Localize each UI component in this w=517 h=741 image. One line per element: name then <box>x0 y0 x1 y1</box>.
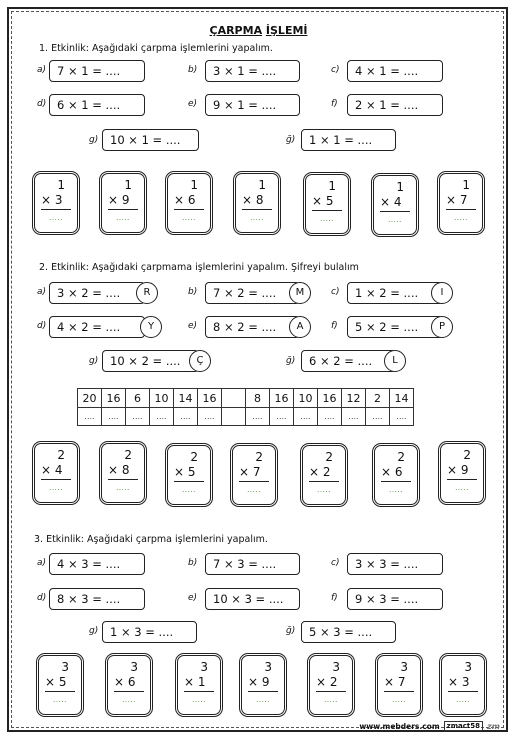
multiplication-card[interactable]: 2 × 7 ..... <box>232 445 276 505</box>
item-label: d) <box>37 321 47 331</box>
item-label: d) <box>37 99 47 109</box>
equation-box[interactable]: 9 × 3 = .... <box>347 588 443 610</box>
cipher-cell: 16 <box>270 389 294 408</box>
equation-box[interactable]: 6 × 1 = .... <box>49 94 145 116</box>
cipher-answer-cell[interactable]: .... <box>318 408 342 426</box>
cipher-answer-cell[interactable]: .... <box>342 408 366 426</box>
cipher-cell: 6 <box>126 389 150 408</box>
cipher-cell: 10 <box>294 389 318 408</box>
cipher-table <box>77 388 414 426</box>
item-label: g) <box>89 135 99 145</box>
multiplication-card[interactable]: 2 × 5 ..... <box>167 445 211 505</box>
footer <box>359 721 500 731</box>
cipher-answer-cell[interactable]: .... <box>294 408 318 426</box>
site-link[interactable]: www.mebders.com <box>359 721 440 731</box>
multiplication-card[interactable]: 3 × 6 ..... <box>107 655 151 715</box>
item-label: e) <box>188 593 198 603</box>
section3-heading: 3. Etkinlik: Aşağıdaki çarpma işlemlerini yapalım. <box>34 534 268 545</box>
item-label: g) <box>89 356 99 366</box>
item-label: e) <box>188 321 198 331</box>
equation-box[interactable]: 4 × 2 = .... <box>49 316 145 338</box>
equation-box[interactable]: 5 × 3 = .... <box>301 621 396 643</box>
multiplication-card[interactable]: 1 × 7 ..... <box>439 173 483 233</box>
multiplication-card[interactable]: 3 × 2 ..... <box>309 655 353 715</box>
cipher-answer-cell[interactable]: .... <box>102 408 126 426</box>
item-label: a) <box>37 558 47 568</box>
item-label: ğ) <box>286 356 296 366</box>
cipher-letter-circle: L <box>384 350 406 372</box>
item-label: a) <box>37 287 47 297</box>
equation-box[interactable]: 8 × 2 = .... <box>205 316 300 338</box>
cipher-cell: 16 <box>102 389 126 408</box>
equation-box[interactable]: 7 × 1 = .... <box>49 60 145 82</box>
multiplication-card[interactable]: 1 × 5 ..... <box>305 174 349 234</box>
cipher-answer-cell[interactable]: .... <box>246 408 270 426</box>
item-label: b) <box>188 287 198 297</box>
cipher-letter-circle: I <box>431 282 453 304</box>
item-label: e) <box>188 99 198 109</box>
cipher-answer-cell[interactable]: .... <box>174 408 198 426</box>
cipher-answer-cell[interactable]: .... <box>366 408 390 426</box>
multiplication-card[interactable]: 2 × 9 ..... <box>440 443 484 503</box>
item-label: g) <box>89 626 99 636</box>
multiplication-card[interactable]: 3 × 9 ..... <box>241 655 285 715</box>
cipher-letter-circle: A <box>289 316 311 338</box>
cipher-answer-cell <box>222 408 246 426</box>
equation-box[interactable]: 1 × 1 = .... <box>301 129 396 151</box>
cipher-answer-row[interactable] <box>78 408 414 426</box>
equation-box[interactable]: 7 × 2 = .... <box>205 282 300 304</box>
item-label: c) <box>331 287 340 297</box>
multiplication-card[interactable]: 1 × 9 ..... <box>101 173 145 233</box>
cipher-cell: 14 <box>174 389 198 408</box>
cipher-answer-cell[interactable]: .... <box>198 408 222 426</box>
equation-box[interactable]: 3 × 1 = .... <box>205 60 300 82</box>
item-label: ğ) <box>286 626 296 636</box>
multiplication-card[interactable]: 1 × 4 ..... <box>373 175 417 235</box>
equation-box[interactable]: 1 × 3 = .... <box>102 621 197 643</box>
cipher-answer-cell[interactable]: .... <box>390 408 414 426</box>
cipher-answer-cell[interactable]: .... <box>126 408 150 426</box>
equation-box[interactable]: 9 × 1 = .... <box>205 94 300 116</box>
page-title: ÇARPMA İŞLEMİ <box>209 24 308 37</box>
equation-box[interactable]: 3 × 3 = .... <box>347 553 443 575</box>
equation-box[interactable]: 2 × 1 = .... <box>347 94 443 116</box>
multiplication-card[interactable]: 2 × 2 ..... <box>302 445 346 505</box>
multiplication-card[interactable]: 3 × 7 ..... <box>377 655 421 715</box>
cipher-cell: 12 <box>342 389 366 408</box>
multiplication-card[interactable]: 3 × 1 ..... <box>177 655 221 715</box>
cipher-answer-cell[interactable]: .... <box>270 408 294 426</box>
cipher-answer-cell[interactable]: .... <box>150 408 174 426</box>
equation-box[interactable]: 10 × 1 = .... <box>102 129 199 151</box>
cipher-number-row <box>78 389 414 408</box>
equation-box[interactable]: 3 × 2 = .... <box>49 282 145 304</box>
equation-box[interactable]: 1 × 2 = .... <box>347 282 443 304</box>
equation-box[interactable]: 7 × 3 = .... <box>205 553 300 575</box>
multiplication-card[interactable]: 1 × 6 ..... <box>167 173 211 233</box>
cipher-answer-cell[interactable]: .... <box>78 408 102 426</box>
equation-box[interactable]: 10 × 3 = .... <box>205 588 300 610</box>
item-label: a) <box>37 65 47 75</box>
equation-box[interactable]: 4 × 1 = .... <box>347 60 443 82</box>
cipher-letter-circle: R <box>136 282 158 304</box>
item-label: b) <box>188 558 198 568</box>
cipher-cell: 8 <box>246 389 270 408</box>
equation-box[interactable]: 4 × 3 = .... <box>49 553 145 575</box>
multiplication-card[interactable]: 2 × 4 ..... <box>34 443 78 503</box>
cipher-letter-circle: P <box>431 316 453 338</box>
cipher-cell: 16 <box>198 389 222 408</box>
code-badge: zmact58 <box>444 721 483 731</box>
cipher-letter-circle: Ç <box>189 350 211 372</box>
multiplication-card[interactable]: 2 × 8 ..... <box>101 443 145 503</box>
multiplication-card[interactable]: 2 × 6 ..... <box>374 445 418 505</box>
brand-logo: zm <box>487 721 500 731</box>
item-label: c) <box>331 558 340 568</box>
cipher-letter-circle: Y <box>140 316 162 338</box>
cipher-letter-circle: M <box>289 282 311 304</box>
multiplication-card[interactable]: 3 × 5 ..... <box>38 655 82 715</box>
cipher-cell <box>222 389 246 408</box>
multiplication-card[interactable]: 3 × 3 ..... <box>441 655 485 715</box>
equation-box[interactable]: 8 × 3 = .... <box>49 588 145 610</box>
equation-box[interactable]: 5 × 2 = .... <box>347 316 443 338</box>
item-label: ğ) <box>286 135 296 145</box>
multiplication-card[interactable]: 1 × 3 ..... <box>34 173 78 233</box>
item-label: f) <box>331 99 338 109</box>
multiplication-card[interactable]: 1 × 8 ..... <box>235 173 279 233</box>
cipher-cell: 10 <box>150 389 174 408</box>
item-label: b) <box>188 65 198 75</box>
item-label: d) <box>37 593 47 603</box>
equation-box[interactable]: 10 × 2 = .... <box>102 350 199 372</box>
cipher-cell: 14 <box>390 389 414 408</box>
section2-heading: 2. Etkinlik: Aşağıdaki çarpmama işlemlerini yapalım. Şifreyi bulalım <box>39 262 359 273</box>
item-label: f) <box>331 593 338 603</box>
item-label: c) <box>331 65 340 75</box>
cipher-cell: 20 <box>78 389 102 408</box>
cipher-cell: 2 <box>366 389 390 408</box>
item-label: f) <box>331 321 338 331</box>
equation-box[interactable]: 6 × 2 = .... <box>301 350 396 372</box>
section1-heading: 1. Etkinlik: Aşağıdaki çarpma işlemlerini yapalım. <box>39 43 273 54</box>
cipher-cell: 16 <box>318 389 342 408</box>
